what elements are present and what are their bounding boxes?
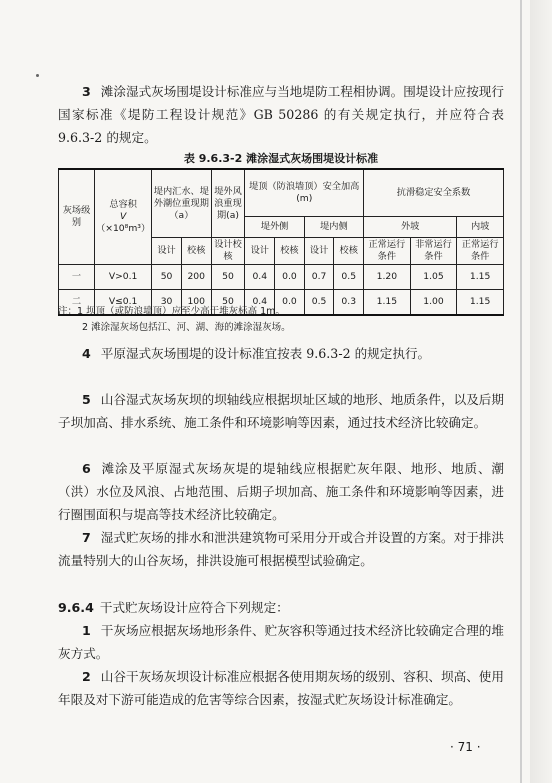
- header-check: 校核: [334, 238, 364, 265]
- cell: 1.15: [364, 290, 411, 316]
- header-design: 设计: [245, 238, 275, 265]
- cell: 1.15: [457, 265, 504, 290]
- cell: 50: [211, 290, 245, 316]
- header-outer-side: 堤外侧: [245, 217, 304, 238]
- cell: 0.3: [334, 290, 364, 316]
- page-number: · 71 ·: [450, 740, 481, 754]
- cell: 0.5: [304, 290, 334, 316]
- section-number: 9.6.4: [58, 600, 94, 615]
- header-volume: [95, 169, 152, 265]
- header-normal-inner: 正常运行条件: [457, 238, 504, 265]
- item-text: 干灰场应根据灰场地形条件、贮灰容积等通过技术经济比较确定合理的堆灰方式。: [58, 623, 504, 661]
- cell: 0.4: [245, 265, 275, 290]
- header-design: 设计: [304, 238, 334, 265]
- table-note-1: 注：1 坝顶（或防浪墙顶）应至少高于堆灰标高 1m。: [58, 306, 285, 317]
- paragraph-text: 滩涂及平原湿式灰场灰堤的堤轴线应根据贮灰年限、地形、地质、潮（洪）水位及风浪、占地范围、后期子坝加高、施工条件和环境影响等因素，进行圈围面积与堤高等技术经济比较确定。: [58, 461, 504, 522]
- cell: 0.4: [245, 290, 275, 316]
- page-edge-line: [520, 0, 522, 783]
- paragraph-text: 湿式贮灰场的排水和泄洪建筑物可采用分开或合并设置的方案。对于排洪流量特别大的山谷灰场，排洪设施可根据模型试验确定。: [58, 530, 504, 568]
- table-note-2: 2 滩涂湿灰场包括江、河、湖、海的滩涂湿灰场。: [82, 322, 291, 333]
- header-level: 灰场级别: [59, 169, 95, 265]
- cell: 50: [211, 265, 245, 290]
- header-volume-l2: V: [119, 211, 127, 222]
- page-edge-shadow: [530, 0, 552, 783]
- header-crest-height: 堤顶（防浪墙顶）安全加高(m): [245, 169, 364, 217]
- paragraph-text: 山谷湿式灰场灰坝的坝轴线应根据坝址区域的地形、地质条件，以及后期子坝加高、排水系统、施工条件和环境影响等因素，通过技术经济比较确定。: [58, 392, 504, 430]
- cell: 200: [181, 265, 211, 290]
- cell: V>0.1: [95, 265, 152, 290]
- cell: 30: [152, 290, 182, 316]
- header-inner-slope: 内坡: [457, 217, 504, 238]
- paragraph-3: [58, 80, 504, 149]
- header-design: 设计: [152, 238, 182, 265]
- header-flood-period: 堤内汇水、堤外潮位重现期（a）: [152, 169, 211, 238]
- header-volume-l3: （×10⁸m³）: [96, 223, 151, 234]
- item-number: 2: [82, 669, 91, 684]
- item-number: 7: [82, 530, 91, 545]
- item-number: 3: [82, 84, 91, 99]
- paragraph-5: [58, 388, 504, 434]
- item-number: 6: [82, 461, 91, 476]
- section-9-6-4: [58, 596, 504, 619]
- paragraph-7: [58, 526, 504, 572]
- section-text: 干式贮灰场设计应符合下列规定：: [99, 600, 289, 615]
- item-number: 5: [82, 392, 91, 407]
- item-text: 山谷干灰场灰坝设计标准应根据各使用期灰场的级别、容积、坝高、使用年限及对下游可能造成的危害等综合因素，按湿式贮灰场设计标准确定。: [58, 669, 504, 707]
- cell: 1.05: [410, 265, 457, 290]
- cell: 1.20: [364, 265, 411, 290]
- scan-speck: [36, 74, 39, 77]
- cell: 二: [59, 290, 95, 316]
- paragraph-text: 平原湿式灰场围堤的设计标准宜按表 9.6.3-2 的规定执行。: [100, 346, 431, 361]
- table-row: [59, 265, 504, 290]
- paragraph-4: [58, 342, 504, 365]
- header-check: 校核: [181, 238, 211, 265]
- header-design-check: 设计校核: [211, 238, 245, 265]
- design-standard-table: [58, 168, 504, 316]
- cell: 50: [152, 265, 182, 290]
- header-inner-side: 堤内侧: [304, 217, 363, 238]
- cell: 0.7: [304, 265, 334, 290]
- cell: 0.0: [275, 265, 305, 290]
- item-1: [58, 619, 504, 665]
- cell: V≤0.1: [95, 290, 152, 316]
- cell: 1.00: [410, 290, 457, 316]
- table-caption: 表 9.6.3-2 滩涂湿式灰场围堤设计标准: [183, 152, 379, 165]
- header-abnormal: 非常运行条件: [410, 238, 457, 265]
- paragraph-6: [58, 457, 504, 526]
- header-slide-factor: 抗滑稳定安全系数: [364, 169, 504, 217]
- header-check: 校核: [275, 238, 305, 265]
- header-normal: 正常运行条件: [364, 238, 411, 265]
- item-2: [58, 665, 504, 711]
- header-outer-slope: 外坡: [364, 217, 457, 238]
- cell: 1.15: [457, 290, 504, 316]
- cell: 一: [59, 265, 95, 290]
- item-number: 4: [82, 346, 91, 361]
- header-volume-l1: 总容积: [109, 199, 137, 210]
- cell: 0.5: [334, 265, 364, 290]
- cell: 100: [181, 290, 211, 316]
- paragraph-text: 滩涂湿式灰场围堤设计标准应与当地堤防工程相协调。围堤设计应按现行国家标准《堤防工程设计规范》GB 50286 的有关规定执行，并应符合表 9.6.3-2 的规定。: [58, 84, 504, 145]
- header-wind-period: 堤外风浪重现期(a): [211, 169, 245, 238]
- item-number: 1: [82, 623, 91, 638]
- cell: 0.0: [275, 290, 305, 316]
